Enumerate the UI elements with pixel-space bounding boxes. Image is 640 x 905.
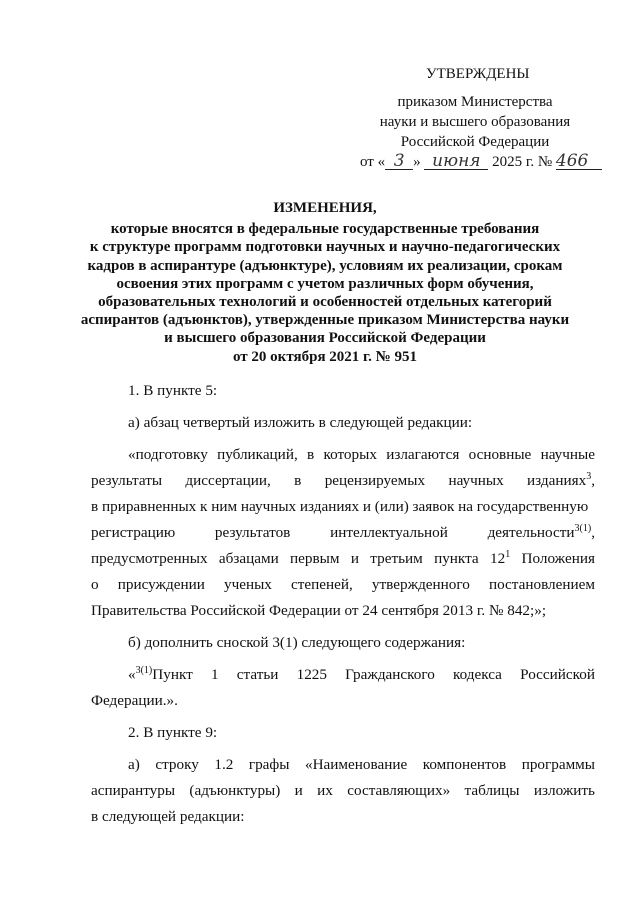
quote-line: [91, 572, 595, 598]
approval-block: [360, 64, 590, 172]
word: графы: [248, 756, 290, 773]
word: постановлением: [488, 576, 595, 593]
word: программы: [521, 756, 595, 773]
word: и: [294, 782, 303, 799]
paragraph-subitem-b: б) дополнить сноской 3(1) следующего содержания:: [128, 634, 466, 651]
quote-line: [91, 546, 595, 572]
word: публикаций,: [217, 446, 298, 463]
word: (адъюнктуры): [189, 782, 281, 799]
approval-date-line: [360, 152, 590, 172]
word: третьим: [370, 550, 423, 567]
handwritten-number: 466: [556, 153, 602, 170]
word: деятельности: [487, 524, 575, 541]
paragraph-line: [91, 752, 595, 778]
word: их: [317, 782, 333, 799]
word: изложить: [533, 782, 595, 799]
word: рецензируемых: [324, 472, 426, 489]
date-mid: »: [413, 154, 421, 170]
word: научных: [448, 472, 504, 489]
paragraph-subitem-a: а) абзац четвертый изложить в следующей редакции:: [128, 414, 473, 431]
word: в: [294, 472, 302, 489]
title-line: от 20 октября 2021 г. № 951: [233, 348, 417, 365]
word: 12: [490, 550, 506, 567]
title-line: которые вносятся в федеральные государственные требования: [110, 221, 540, 238]
word: диссертации,: [185, 472, 271, 489]
word-with-footnote: [128, 662, 193, 688]
date-suffix: 2025 г. №: [492, 154, 553, 170]
footnote-ref: 3(1): [574, 523, 592, 534]
paragraph-item-2: 2. В пункте 9:: [128, 724, 218, 741]
footnote-line: Федерации.».: [91, 692, 178, 709]
punct: ,: [591, 524, 595, 541]
word: таблицы: [464, 782, 520, 799]
quote-line: [91, 468, 595, 494]
word: абзацами: [218, 550, 279, 567]
approval-line-1: приказом Министерства: [397, 94, 553, 110]
word: в: [307, 446, 315, 463]
word: «Наименование: [304, 756, 408, 773]
footnote-ref: 1: [505, 549, 511, 560]
word: регистрацию: [91, 524, 176, 541]
paragraph-line: в следующей редакции:: [91, 808, 245, 825]
title-line: образовательных технологий и особенностей отдельных категорий: [98, 294, 552, 311]
word: результатов: [214, 524, 291, 541]
paragraph-item-1: 1. В пункте 5:: [128, 382, 218, 399]
title-heading: ИЗМЕНЕНИЯ,: [273, 200, 377, 216]
word: пункта: [434, 550, 479, 567]
word: а): [128, 756, 140, 773]
quote-line: [91, 520, 595, 546]
title-line: и высшего образования Российской Федерации: [164, 330, 486, 347]
word: 1: [210, 666, 219, 683]
word: компонентов: [422, 756, 507, 773]
handwritten-month: июня: [424, 153, 488, 170]
word: кодекса: [453, 666, 502, 683]
word: «подготовку: [128, 446, 208, 463]
word: которых: [323, 446, 377, 463]
footnote-mark: 3(1): [135, 665, 153, 676]
handwritten-day: 3: [385, 153, 413, 170]
word: ученых: [223, 576, 272, 593]
word: Пункт: [152, 666, 193, 683]
word: 1225: [296, 666, 327, 683]
word: и: [350, 550, 359, 567]
word: утвержденного: [371, 576, 470, 593]
footnote-ref: 3: [586, 471, 592, 482]
title-line: аспирантов (адъюнктов), утвержденные приказом Министерства науки: [80, 312, 570, 329]
approval-word: УТВЕРЖДЕНЫ: [426, 66, 530, 82]
quote-line: Правительства Российской Федерации от 24 сентября 2013 г. № 842;»;: [91, 602, 547, 619]
word: Российской: [520, 666, 595, 683]
word: о: [91, 576, 99, 593]
document-title: [80, 199, 570, 366]
paragraph-line: [91, 778, 595, 804]
punct: ,: [591, 472, 595, 489]
word: интеллектуальной: [330, 524, 448, 541]
word: научные: [540, 446, 595, 463]
date-prefix: от «: [360, 154, 386, 170]
word: излагаются: [386, 446, 460, 463]
word: Гражданского: [345, 666, 435, 683]
word: степеней,: [291, 576, 353, 593]
punct: «: [128, 666, 136, 683]
word: присуждении: [117, 576, 205, 593]
word: аспирантуры: [91, 782, 176, 799]
title-line: освоения этих программ с учетом различных форм обучения,: [116, 275, 534, 292]
word-with-footnote: [527, 468, 595, 494]
word: составляющих»: [347, 782, 451, 799]
word-with-footnote: [488, 520, 595, 546]
quote-line: в приравненных к ним научных изданиях и (или) заявок на государственную: [91, 498, 589, 515]
document-body: [91, 378, 595, 830]
word: Положения: [521, 550, 595, 567]
word-with-footnote: [490, 546, 510, 572]
title-line: к структуре программ подготовки научных и научно-педагогических: [89, 239, 561, 256]
footnote-line: [91, 662, 595, 688]
quote-line: [91, 442, 595, 468]
word: строку: [155, 756, 199, 773]
title-line: кадров в аспирантуре (адъюнктуре), условиям их реализации, срокам: [87, 257, 563, 274]
word: изданиях: [527, 472, 587, 489]
word: 1.2: [214, 756, 234, 773]
approval-line-3: Российской Федерации: [400, 134, 550, 150]
word: предусмотренных: [91, 550, 208, 567]
word: статьи: [236, 666, 279, 683]
word: результаты: [91, 472, 163, 489]
word: первым: [290, 550, 340, 567]
approval-line-2: науки и высшего образования: [379, 114, 571, 130]
word: основные: [468, 446, 532, 463]
